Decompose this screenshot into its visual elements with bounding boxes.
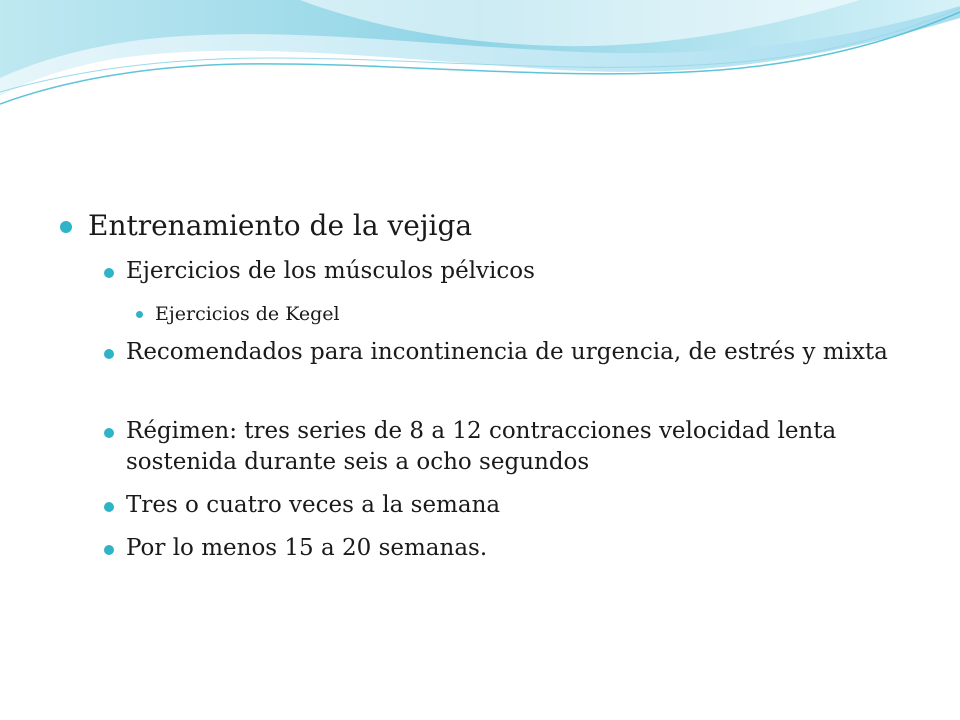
bullet-regimen bbox=[104, 416, 920, 478]
bullet-text: Entrenamiento de la vejiga bbox=[88, 209, 473, 242]
bullet-ejercicios-musculos-pelvicos bbox=[104, 256, 920, 287]
bullet-recomendados bbox=[104, 337, 920, 368]
bullet-dot-icon bbox=[104, 428, 114, 438]
bullet-list bbox=[60, 208, 920, 564]
bullet-dot-icon bbox=[136, 311, 143, 318]
bullet-text: Ejercicios de los músculos pélvicos bbox=[126, 258, 535, 284]
header-wave-decoration bbox=[0, 0, 960, 130]
bullet-dot-icon bbox=[60, 221, 72, 233]
bullet-dot-icon bbox=[104, 545, 114, 555]
bullet-text: Ejercicios de Kegel bbox=[155, 303, 340, 325]
bullet-entrenamiento-vejiga bbox=[60, 208, 920, 244]
bullet-text: Por lo menos 15 a 20 semanas. bbox=[126, 535, 488, 561]
bullet-text: Recomendados para incontinencia de urgencia, de estrés y mixta bbox=[126, 339, 888, 365]
bullet-frecuencia bbox=[104, 490, 920, 521]
bullet-dot-icon bbox=[104, 349, 114, 359]
bullet-dot-icon bbox=[104, 268, 114, 278]
bullet-duracion bbox=[104, 533, 920, 564]
bullet-text: Régimen: tres series de 8 a 12 contracciones velocidad lenta sostenida durante seis a ocho segundos bbox=[126, 418, 837, 475]
bullet-text: Tres o cuatro veces a la semana bbox=[126, 492, 501, 518]
bullet-ejercicios-kegel bbox=[136, 301, 920, 327]
bullet-dot-icon bbox=[104, 502, 114, 512]
